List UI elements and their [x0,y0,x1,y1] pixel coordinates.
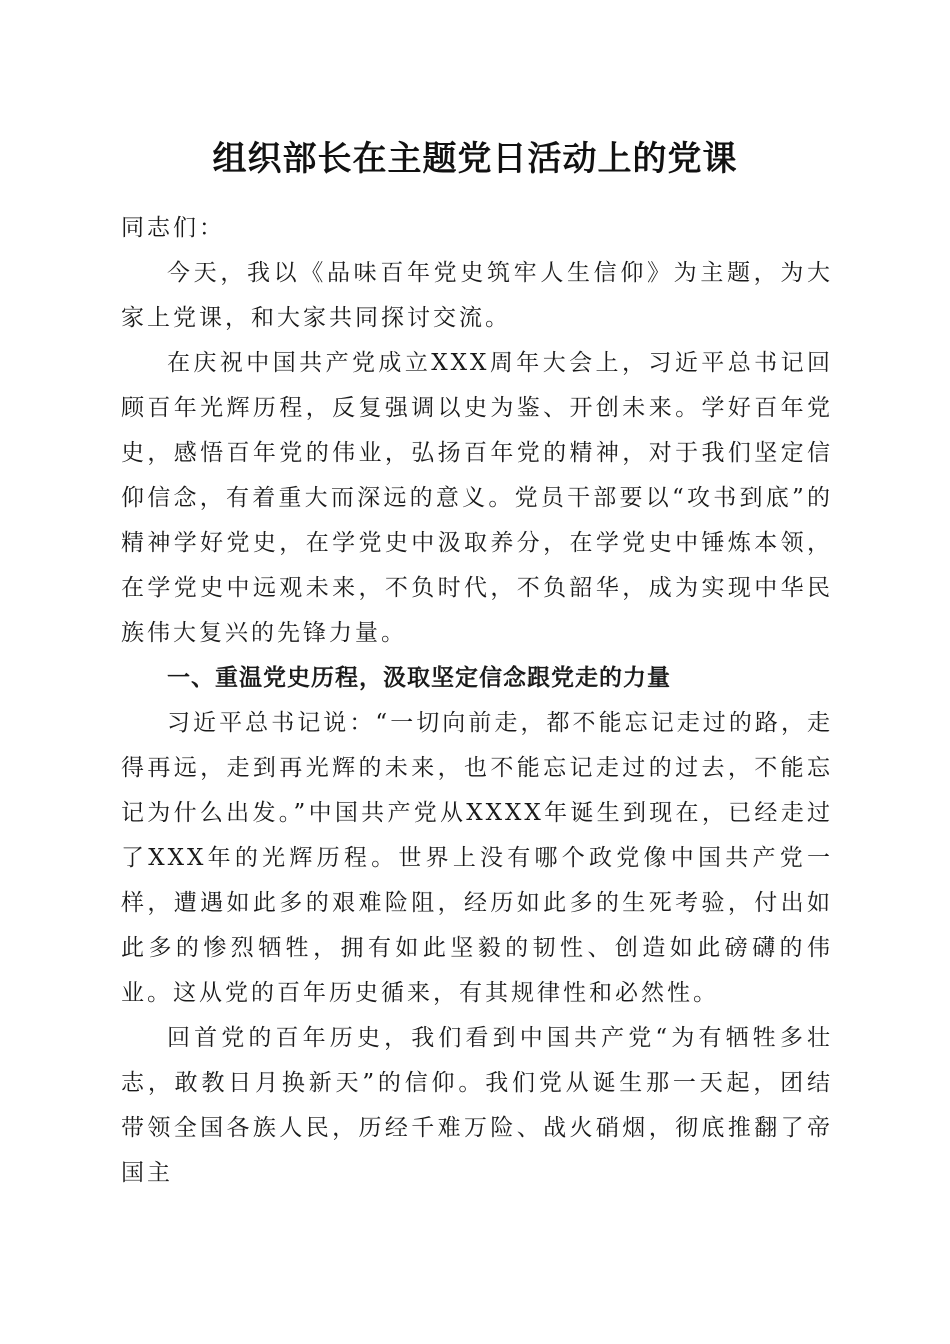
section-heading-1: 一、重温党史历程，汲取坚定信念跟党走的力量 [167,665,671,691]
paragraph-history: 习近平总书记说：“一切向前走，都不能忘记走过的路，走得再远，走到再光辉的未来，也不能忘记走过的过去，不能忘记为什么出发。”中国共产党从XXXX年诞生到现在，已经走过了XXX年的光辉历程。世界上没有哪个政党像中国共产党一样，遭遇如此多的艰难险阻，经历如此多的生死考验，付出如此多的惨烈牺牲，拥有如此坚毅的韧性、创造如此磅礴的伟业。这从党的百年历史循来，有其规律性和必然性。 [121,710,833,1006]
paragraph-intro: 今天，我以《品味百年党史筑牢人生信仰》为主题，为大家上党课，和大家共同探讨交流。 [121,260,833,331]
document-body [121,206,833,1196]
page-title: 组织部长在主题党日活动上的党课 [212,139,738,179]
salutation: 同志们： [121,215,225,241]
paragraph-belief: 回首党的百年历史，我们看到中国共产党“为有牺牲多壮志，敢教日月换新天”的信仰。我们党从诞生那一天起，团结带领全国各族人民，历经千难万险、战火硝烟，彻底推翻了帝国主 [121,1025,833,1186]
paragraph-significance: 在庆祝中国共产党成立XXX周年大会上，习近平总书记回顾百年光辉历程，反复强调以史为鉴、开创未来。学好百年党史，感悟百年党的伟业，弘扬百年党的精神，对于我们坚定信仰信念，有着重大而深远的意义。党员干部要以“攻书到底”的精神学好党史，在学党史中汲取养分，在学党史中锤炼本领，在学党史中远观未来，不负时代，不负韶华，成为实现中华民族伟大复兴的先锋力量。 [121,350,833,646]
